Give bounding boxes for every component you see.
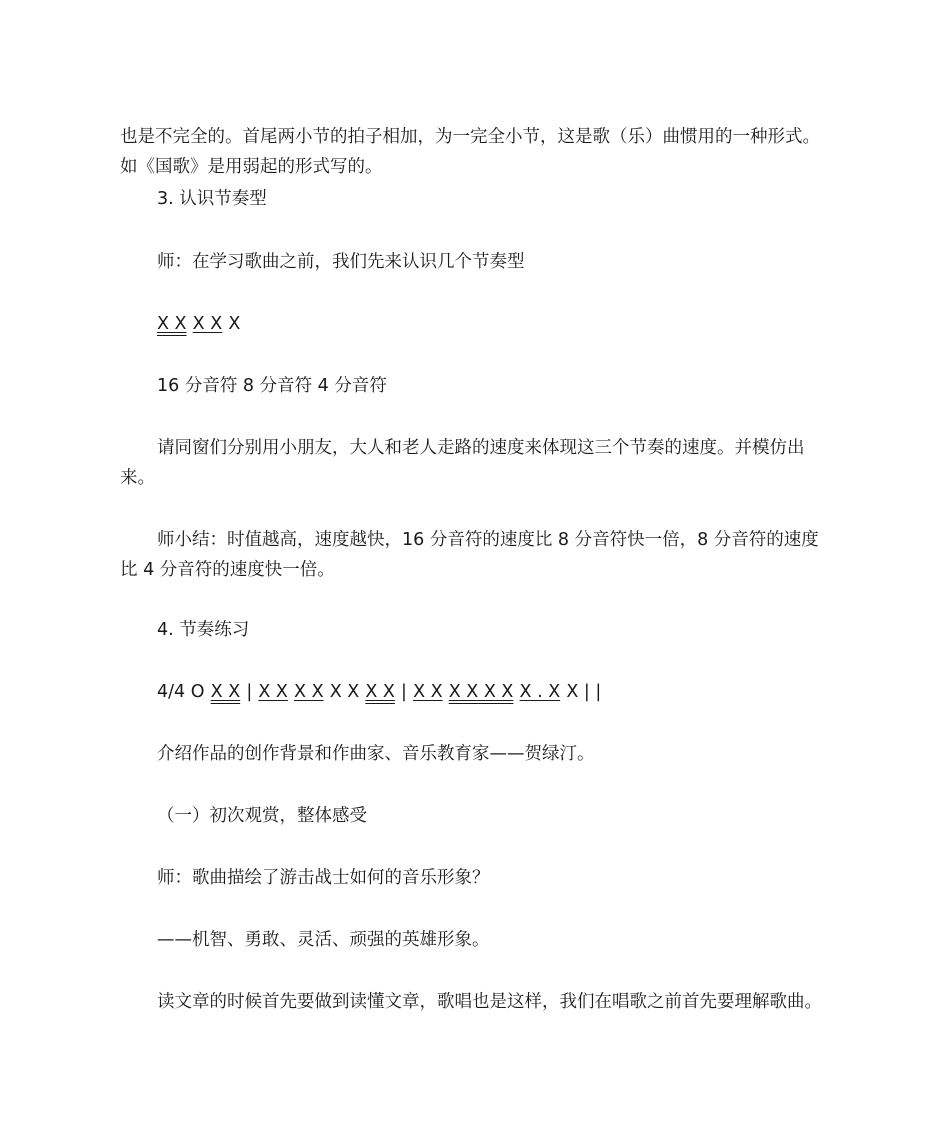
teacher-intro-line: 师：在学习歌曲之前，我们先来认识几个节奏型 <box>157 252 525 272</box>
paragraph-summary-line-2: 比 4 分音符的速度快一倍。 <box>120 560 335 580</box>
exercise-token: X X <box>210 682 241 702</box>
heading-rhythm-types: 3. 认识节奏型 <box>157 189 267 209</box>
quarter-note: X <box>228 314 241 334</box>
exercise-token: X X X X <box>448 682 514 702</box>
paragraph-weak-beat-line-1: 也是不完全的。首尾两小节的拍子相加，为一完全小节，这是歌（乐）曲惯用的一种形式。 <box>120 127 820 147</box>
exercise-token: X . X <box>519 682 561 702</box>
exercise-token: X X <box>329 682 360 702</box>
exercise-token: X | | <box>566 682 602 702</box>
exercise-barline: | <box>401 682 407 702</box>
heading-rhythm-practice: 4. 节奏练习 <box>157 620 250 640</box>
teacher-question-line: 师：歌曲描绘了游击战士如何的音乐形象？ <box>157 868 490 888</box>
rhythm-types-notation <box>157 309 847 339</box>
eighth-note-pair: X X <box>192 314 223 334</box>
note-names-line: 16 分音符 8 分音符 4 分音符 <box>157 376 387 396</box>
composer-intro-line: 介绍作品的创作背景和作曲家、音乐教育家——贺绿汀。 <box>157 744 595 764</box>
exercise-token: X X <box>413 682 443 702</box>
exercise-barline: | <box>246 682 253 702</box>
answer-line: ——机智、勇敢、灵活、顽强的英雄形象。 <box>157 930 490 950</box>
paragraph-weak-beat-line-2: 如《国歌》是用弱起的形式写的。 <box>120 157 383 177</box>
exercise-token: X X <box>365 682 395 702</box>
exercise-token: 4/4 O <box>157 682 205 702</box>
exercise-token: X X <box>258 682 288 702</box>
closing-paragraph: 读文章的时候首先要做到读懂文章，歌唱也是这样，我们在唱歌之前首先要理解歌曲。 <box>157 992 822 1012</box>
exercise-token: X X <box>294 682 324 702</box>
sixteenth-note-pair: X X <box>157 314 187 334</box>
paragraph-walk-line-1: 请同窗们分别用小朋友，大人和老人走路的速度来体现这三个节奏的速度。并模仿出 <box>157 438 805 458</box>
section-first-listening: （一）初次观赏，整体感受 <box>157 806 367 826</box>
rhythm-exercise-notation <box>157 677 847 707</box>
paragraph-walk-line-2: 来。 <box>120 468 155 488</box>
paragraph-summary-line-1: 师小结：时值越高，速度越快，16 分音符的速度比 8 分音符快一倍，8 分音符的速度 <box>157 530 819 550</box>
